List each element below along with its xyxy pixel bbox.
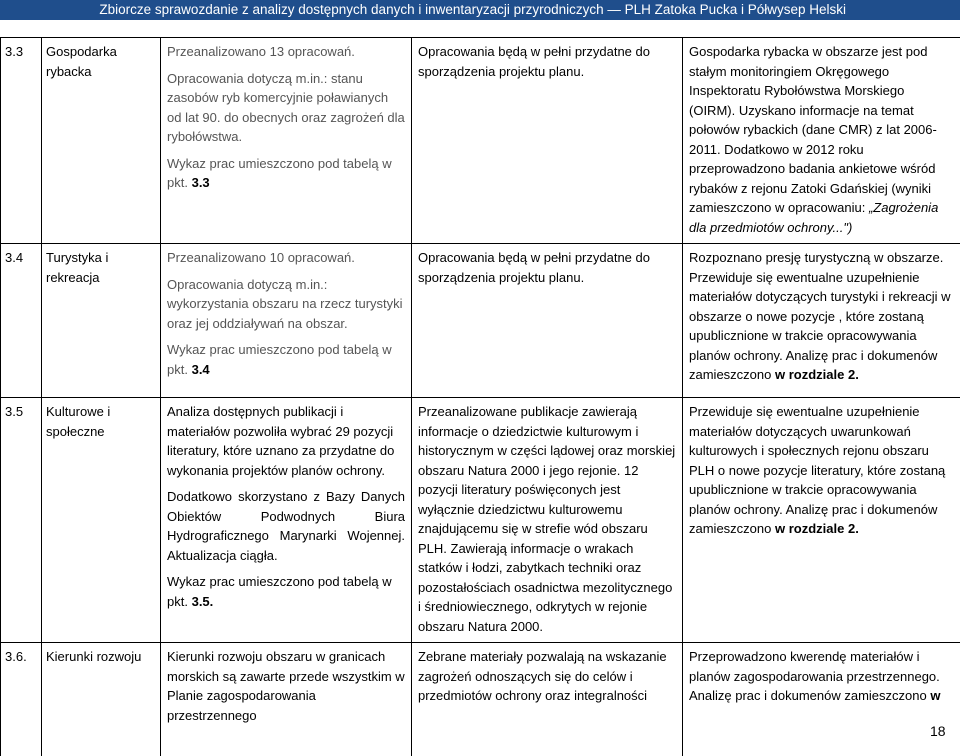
assessment-italic-reference: „Zagrożenia dla przedmiotów ochrony...") (689, 200, 938, 235)
reference-number: 3.3 (192, 175, 210, 190)
assessment-chapter-reference: w rozdziale 2. (775, 367, 859, 382)
category-name: Gospodarka rybacka (42, 38, 161, 244)
running-header-title: Zbiorcze sprawozdanie z analizy dostępnych danych i inwentaryzacji przyrodniczych — PLH Zatoka Pucka i Półwysep Helski (99, 2, 846, 17)
row-number: 3.5 (1, 398, 42, 643)
row-number: 3.4 (1, 244, 42, 398)
category-name: Turystyka i rekreacja (42, 244, 161, 398)
analysis-reference (167, 572, 405, 611)
assessment-chapter-reference: w rozdziale 2. (775, 521, 859, 536)
usefulness-cell: Opracowania będą w pełni przydatne do sporządzenia projektu planu. (412, 38, 683, 244)
analysis-summary: Analiza dostępnych publikacji i materiałów pozwoliła wybrać 29 pozycji literatury, które uznano za przydatne do wykonania projektów planów ochrony. (167, 402, 405, 480)
assessment-cell (683, 244, 960, 398)
reference-number: 3.4 (192, 362, 210, 377)
usefulness-cell: Przeanalizowane publikacje zawierają informacje o dziedzictwie kulturowym i historycznym w części lądowej oraz morskiej obszaru Natura 2000 i jego rejonie. 12 pozycji literatury poświęconych jest wyłącznie dziedzictwu kulturowemu znajdującemu się w strefie wód obszaru PLH. Zawierają informacje o wrakach statków i łodzi, zabytkach techniki oraz pozostałościach osadnictwa mezolitycznego i średniowiecznego, odkrytych w rejonie obszaru Natura 2000. (412, 398, 683, 643)
usefulness-cell: Opracowania będą w pełni przydatne do sporządzenia projektu planu. (412, 244, 683, 398)
analysis-topic: Opracowania dotyczą m.in.: stanu zasobów ryb komercyjnie poławianych od lat 90. do obecnych oraz zagrożeń dla rybołówstwa. (167, 69, 405, 147)
reference-text: Wykaz prac umieszczono pod tabelą w pkt. (167, 156, 392, 191)
document-running-header (0, 0, 960, 20)
analysis-reference (167, 154, 405, 193)
table-row (1, 38, 960, 244)
usefulness-cell: Zebrane materiały pozwalają na wskazanie zagrożeń odnoszących się do celów i przedmiotów ochrony oraz integralności (412, 643, 683, 756)
analysis-additional-source: Dodatkowo skorzystano z Bazy Danych Obiektów Podwodnych Biura Hydrograficznego Marynarki Wojennej. Aktualizacja ciągła. (167, 487, 405, 565)
analysis-count: Przeanalizowano 10 opracowań. (167, 248, 405, 268)
reference-text: Wykaz prac umieszczono pod tabelą w pkt. (167, 342, 392, 377)
table-row (1, 398, 960, 643)
row-number: 3.6. (1, 643, 42, 756)
summary-table (0, 37, 960, 756)
analysis-count: Przeanalizowano 13 opracowań. (167, 42, 405, 62)
reference-text: Wykaz prac umieszczono pod tabelą w pkt. (167, 574, 392, 609)
assessment-text: Przewiduje się ewentualne uzupełnienie materiałów dotyczących uwarunkowań kulturowych i społecznych rejonu obszaru PLH o nowe pozycje literatury, które zostaną upublicznione w trakcie opracowywania planów ochrony. Analizę prac i dokumenów zamieszczono (689, 404, 945, 536)
assessment-chapter-reference: w (930, 688, 940, 703)
category-name: Kulturowe i społeczne (42, 398, 161, 643)
assessment-cell (683, 643, 960, 756)
analysis-cell (161, 643, 412, 756)
assessment-cell (683, 38, 960, 244)
assessment-text: Rozpoznano presję turystyczną w obszarze. Przewiduje się ewentualne uzupełnienie materiałów dotyczących turystyki i rekreacji w obszarze o nowe pozycje , które zostaną upublicznione w trakcie opracowywania planów ochrony. Analizę prac i dokumenów zamieszczono (689, 250, 951, 382)
analysis-summary: Kierunki rozwoju obszaru w granicach morskich są zawarte przede wszystkim w Planie zagospodarowania przestrzennego (167, 647, 405, 725)
category-name: Kierunki rozwoju (42, 643, 161, 756)
assessment-text: Przeprowadzono kwerendę materiałów i planów zagospodarowania przestrzennego. Analizę prac i dokumenów zamieszczono (689, 649, 940, 703)
page-number: 18 (930, 723, 946, 739)
analysis-cell (161, 38, 412, 244)
assessment-cell (683, 398, 960, 643)
table-row (1, 244, 960, 398)
row-number: 3.3 (1, 38, 42, 244)
reference-number: 3.5. (192, 594, 214, 609)
assessment-text: Gospodarka rybacka w obszarze jest pod stałym monitoringiem Okręgowego Inspektoratu Rybołówstwa Morskiego (OIRM). Uzyskano informacje na temat połowów rybackich (dane CMR) z lat 2006-2011. Dodatkowo w 2012 roku przeprowadzono badania ankietowe wśród rybaków z rejonu Zatoki Gdańskiej (wyniki zamieszczono w opracowaniu: (689, 44, 937, 215)
analysis-cell (161, 244, 412, 398)
analysis-topic: Opracowania dotyczą m.in.: wykorzystania obszaru na rzecz turystyki oraz jej oddziaływań na obszar. (167, 275, 405, 334)
analysis-reference (167, 340, 405, 379)
table-row (1, 643, 960, 756)
analysis-cell (161, 398, 412, 643)
